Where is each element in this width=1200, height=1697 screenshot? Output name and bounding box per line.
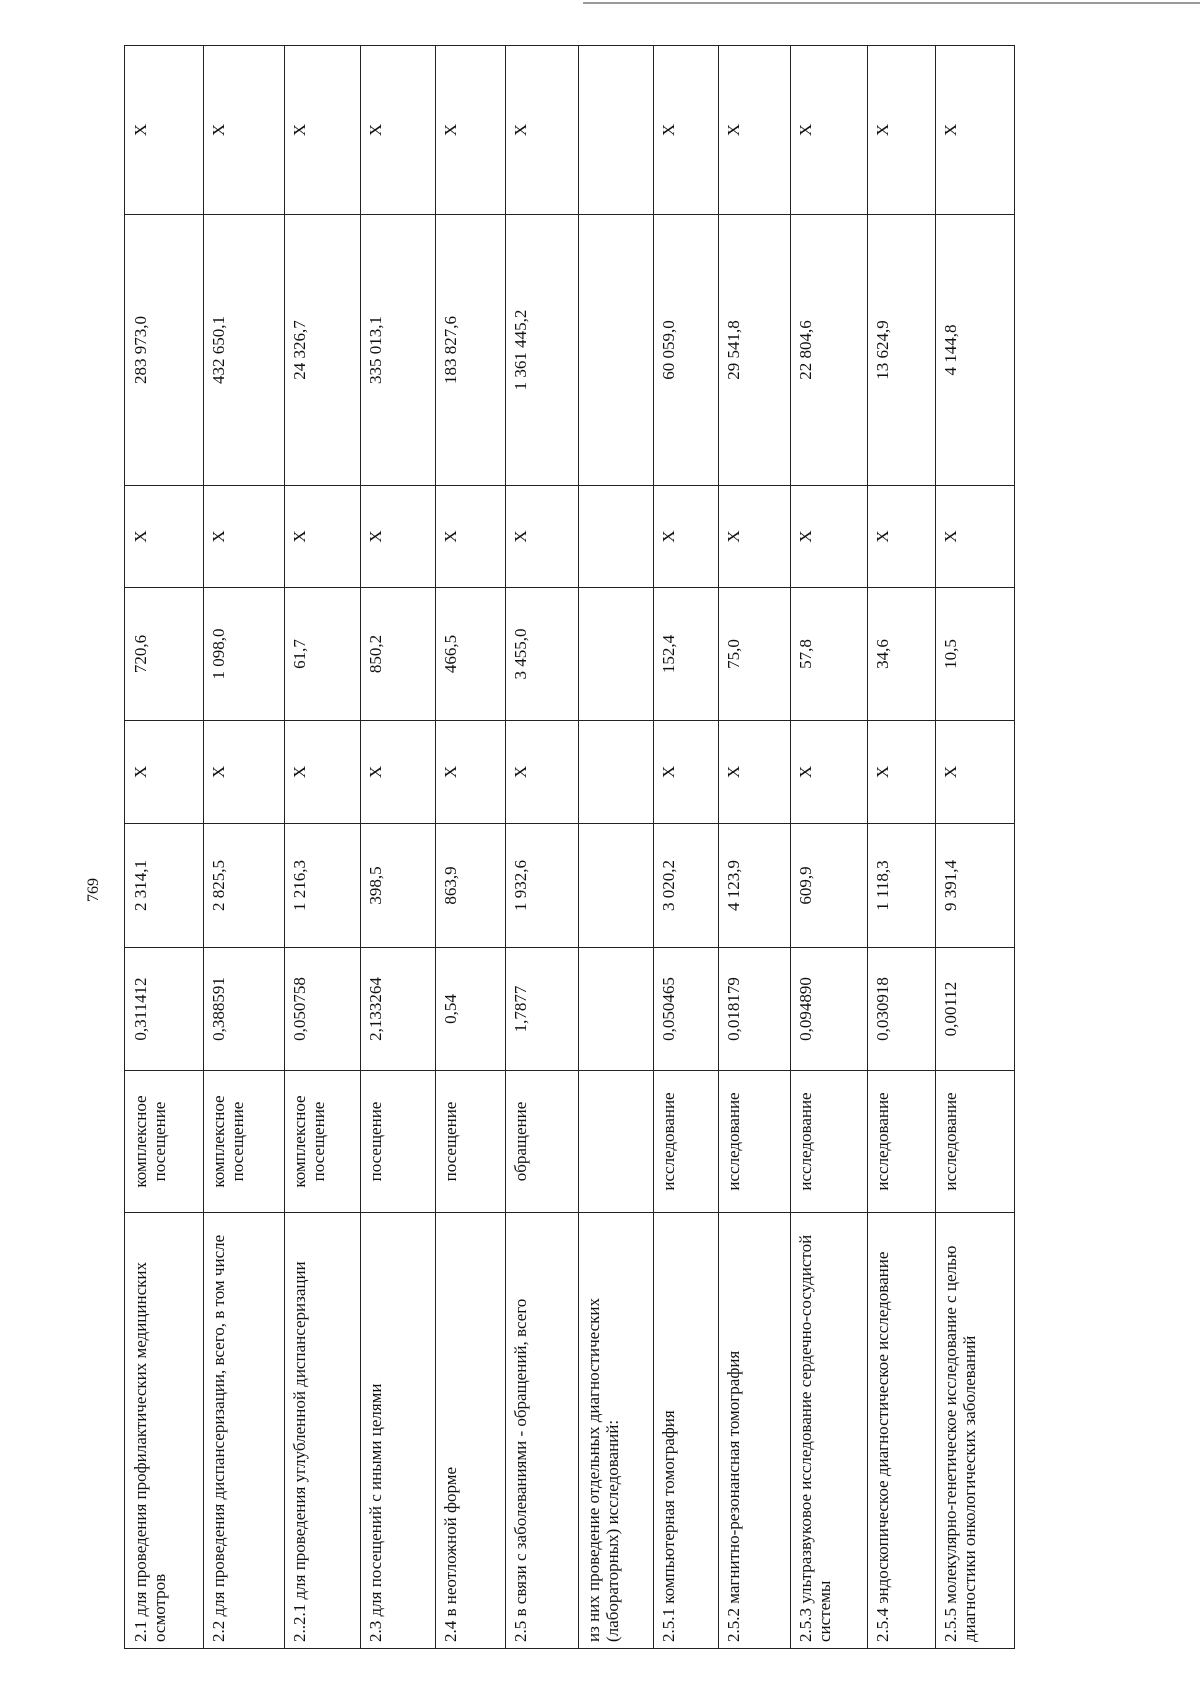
row-value-5: X <box>203 486 285 588</box>
row-value-1: 0,050758 <box>285 948 360 1071</box>
row-value-1: 0,311412 <box>125 948 204 1071</box>
row-value-5: X <box>654 486 719 588</box>
row-name: 2.5.2 магнитно-резонансная томография <box>719 1213 790 1649</box>
row-value-6: 183 827,6 <box>436 215 506 486</box>
row-name: 2.5 в связи с заболеваниями - обращений, всего <box>506 1213 578 1649</box>
row-value-2: 863,9 <box>436 824 506 948</box>
row-value-5: X <box>125 486 204 588</box>
row-value-4: 1 098,0 <box>203 588 285 721</box>
row-unit: комплексное посещение <box>285 1071 360 1213</box>
row-value-7: X <box>936 46 1015 215</box>
row-value-2 <box>578 824 653 948</box>
row-value-4: 61,7 <box>285 588 360 721</box>
table-row <box>790 46 868 1649</box>
row-value-1: 0,018179 <box>719 948 790 1071</box>
row-value-2: 2 825,5 <box>203 824 285 948</box>
row-value-7: X <box>203 46 285 215</box>
row-value-5: X <box>868 486 936 588</box>
row-unit: исследование <box>868 1071 936 1213</box>
row-value-4: 75,0 <box>719 588 790 721</box>
rotated-table-wrapper <box>124 46 1015 1649</box>
row-unit: комплексное посещение <box>203 1071 285 1213</box>
row-value-6: 60 059,0 <box>654 215 719 486</box>
row-value-6: 1 361 445,2 <box>506 215 578 486</box>
row-value-4: 3 455,0 <box>506 588 578 721</box>
row-value-1: 0,050465 <box>654 948 719 1071</box>
row-value-4 <box>578 588 653 721</box>
table-row <box>203 46 285 1649</box>
row-value-2: 3 020,2 <box>654 824 719 948</box>
row-name: 2.4 в неотложной форме <box>436 1213 506 1649</box>
row-value-7: X <box>868 46 936 215</box>
row-unit <box>578 1071 653 1213</box>
row-value-7: X <box>654 46 719 215</box>
row-unit: посещение <box>436 1071 506 1213</box>
row-value-2: 4 123,9 <box>719 824 790 948</box>
row-name: 2.5.5 молекулярно-генетическое исследование с целью диагностики онкологических заболеваний <box>936 1213 1015 1649</box>
row-unit: посещение <box>360 1071 435 1213</box>
table-row <box>868 46 936 1649</box>
row-value-4: 466,5 <box>436 588 506 721</box>
row-value-7 <box>578 46 653 215</box>
row-name: 2.1 для проведения профилактических медицинских осмотров <box>125 1213 204 1649</box>
row-value-5: X <box>360 486 435 588</box>
row-value-7: X <box>285 46 360 215</box>
table-row <box>125 46 204 1649</box>
row-value-7: X <box>790 46 868 215</box>
row-name: 2.2 для проведения диспансеризации, всего, в том числе <box>203 1213 285 1649</box>
row-value-5: X <box>506 486 578 588</box>
row-value-5: X <box>719 486 790 588</box>
row-value-6: 29 541,8 <box>719 215 790 486</box>
row-unit: исследование <box>790 1071 868 1213</box>
row-value-1: 0,030918 <box>868 948 936 1071</box>
row-value-3: X <box>125 721 204 824</box>
row-value-5: X <box>436 486 506 588</box>
row-value-4: 34,6 <box>868 588 936 721</box>
row-value-3: X <box>360 721 435 824</box>
row-value-6: 13 624,9 <box>868 215 936 486</box>
data-table <box>124 45 1015 1649</box>
row-value-1: 1,7877 <box>506 948 578 1071</box>
row-value-4: 152,4 <box>654 588 719 721</box>
table-row <box>436 46 506 1649</box>
row-name: 2.5.3 ультразвуковое исследование сердечно-сосудистой системы <box>790 1213 868 1649</box>
row-value-6: 4 144,8 <box>936 215 1015 486</box>
row-value-1: 2,133264 <box>360 948 435 1071</box>
row-value-1: 0,094890 <box>790 948 868 1071</box>
row-name: 2.3 для посещений с иными целями <box>360 1213 435 1649</box>
page-number: 769 <box>85 878 102 902</box>
row-value-7: X <box>719 46 790 215</box>
row-value-4: 850,2 <box>360 588 435 721</box>
row-value-3: X <box>868 721 936 824</box>
row-value-3: X <box>203 721 285 824</box>
row-value-3: X <box>285 721 360 824</box>
row-value-3: X <box>654 721 719 824</box>
row-unit: обращение <box>506 1071 578 1213</box>
row-value-1: 0,54 <box>436 948 506 1071</box>
table-row <box>654 46 719 1649</box>
row-value-2: 2 314,1 <box>125 824 204 948</box>
row-unit: исследование <box>719 1071 790 1213</box>
table-row <box>360 46 435 1649</box>
row-value-6: 22 804,6 <box>790 215 868 486</box>
row-name: из них проведение отдельных диагностических (лабораторных) исследований: <box>578 1213 653 1649</box>
row-value-4: 57,8 <box>790 588 868 721</box>
row-value-3: X <box>506 721 578 824</box>
row-value-6: 283 973,0 <box>125 215 204 486</box>
row-value-2: 1 932,6 <box>506 824 578 948</box>
row-value-1: 0,00112 <box>936 948 1015 1071</box>
row-value-5: X <box>285 486 360 588</box>
row-value-1 <box>578 948 653 1071</box>
row-value-3: X <box>436 721 506 824</box>
row-value-3: X <box>790 721 868 824</box>
row-value-6: 432 650,1 <box>203 215 285 486</box>
table-row <box>578 46 653 1649</box>
row-value-2: 9 391,4 <box>936 824 1015 948</box>
row-value-5: X <box>790 486 868 588</box>
table-row <box>719 46 790 1649</box>
row-value-3: X <box>936 721 1015 824</box>
row-name: 2..2.1 для проведения углубленной диспансеризации <box>285 1213 360 1649</box>
table-row <box>506 46 578 1649</box>
row-value-3: X <box>719 721 790 824</box>
row-value-2: 1 118,3 <box>868 824 936 948</box>
row-value-6: 335 013,1 <box>360 215 435 486</box>
table-row <box>285 46 360 1649</box>
row-value-4: 10,5 <box>936 588 1015 721</box>
top-edge-line <box>583 2 1200 4</box>
row-unit: комплексное посещение <box>125 1071 204 1213</box>
row-value-7: X <box>506 46 578 215</box>
row-unit: исследование <box>654 1071 719 1213</box>
row-value-5: X <box>936 486 1015 588</box>
row-value-7: X <box>436 46 506 215</box>
row-value-6: 24 326,7 <box>285 215 360 486</box>
row-value-6 <box>578 215 653 486</box>
row-value-3 <box>578 721 653 824</box>
row-value-7: X <box>360 46 435 215</box>
table-row <box>936 46 1015 1649</box>
row-value-4: 720,6 <box>125 588 204 721</box>
row-value-2: 609,9 <box>790 824 868 948</box>
row-value-2: 398,5 <box>360 824 435 948</box>
row-value-5 <box>578 486 653 588</box>
row-name: 2.5.1 компьютерная томография <box>654 1213 719 1649</box>
row-unit: исследование <box>936 1071 1015 1213</box>
row-value-1: 0,388591 <box>203 948 285 1071</box>
row-name: 2.5.4 эндоскопическое диагностическое исследование <box>868 1213 936 1649</box>
row-value-7: X <box>125 46 204 215</box>
row-value-2: 1 216,3 <box>285 824 360 948</box>
